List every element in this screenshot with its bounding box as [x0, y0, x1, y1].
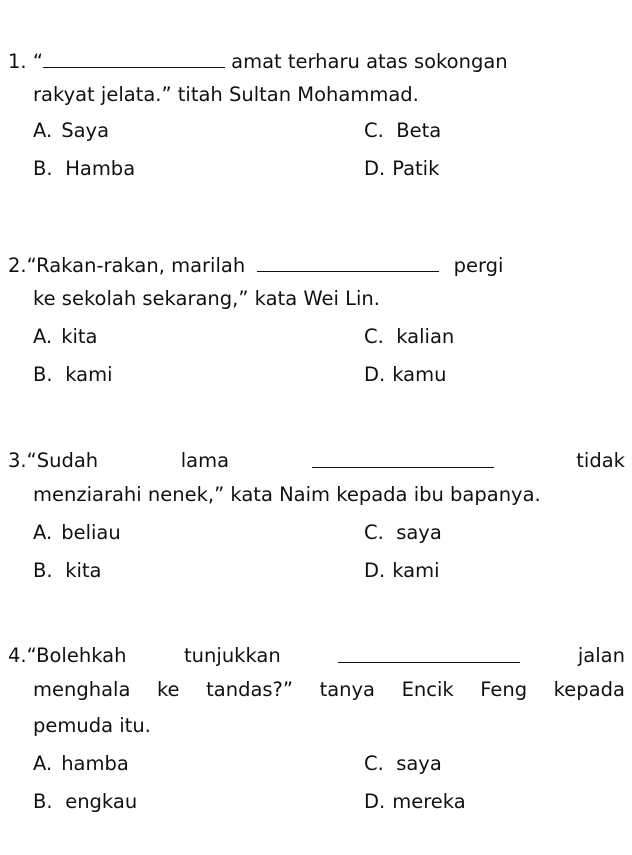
question-number: 4. — [8, 644, 27, 667]
option-letter: A. — [33, 325, 53, 348]
option-letter: C. — [364, 119, 384, 142]
option-b[interactable] — [33, 362, 113, 388]
option-a[interactable] — [33, 751, 129, 777]
option-text: Hamba — [65, 157, 136, 180]
option-letter: D. — [364, 559, 386, 582]
option-text: Saya — [61, 119, 110, 142]
stem-word: kepada — [553, 678, 625, 701]
option-letter: B. — [33, 157, 53, 180]
option-c[interactable] — [364, 324, 454, 350]
question-number: 1. — [8, 50, 27, 73]
option-b[interactable] — [33, 558, 102, 584]
option-b[interactable] — [33, 156, 135, 182]
option-text: saya — [396, 752, 442, 775]
stem-word: ke — [156, 678, 180, 701]
stem-word: Encik — [401, 678, 454, 701]
open-quote: “ — [32, 50, 43, 73]
question-3-stem-line-2: menziarahi nenek,” kata Naim kepada ibu bapanya. — [33, 483, 541, 506]
stem-word: tanya — [319, 678, 376, 701]
option-text: kita — [61, 325, 98, 348]
answer-blank[interactable] — [257, 252, 439, 272]
question-4-stem-line-2 — [33, 677, 625, 703]
option-text: kita — [65, 559, 102, 582]
stem-text: pergi — [453, 254, 504, 277]
option-a[interactable] — [33, 118, 109, 144]
option-letter: A. — [33, 119, 53, 142]
option-text: kamu — [392, 363, 447, 386]
option-d[interactable] — [364, 362, 446, 388]
option-text: mereka — [392, 790, 466, 813]
option-letter: B. — [33, 790, 53, 813]
question-4-stem-line-3: pemuda itu. — [33, 714, 151, 737]
stem-text: jalan — [577, 644, 625, 667]
stem-text: “Rakan-rakan, marilah — [26, 254, 246, 277]
option-a[interactable] — [33, 520, 121, 546]
option-text: Beta — [396, 119, 442, 142]
stem-text: tunjukkan — [184, 644, 281, 667]
stem-word: Feng — [480, 678, 528, 701]
option-letter: A. — [33, 752, 53, 775]
answer-blank[interactable] — [338, 643, 520, 663]
question-2-stem-line-2: ke sekolah sekarang,” kata Wei Lin. — [33, 287, 380, 310]
option-letter: B. — [33, 559, 53, 582]
option-letter: D. — [364, 363, 386, 386]
option-letter: C. — [364, 752, 384, 775]
option-letter: C. — [364, 521, 384, 544]
option-c[interactable] — [364, 751, 442, 777]
option-letter: D. — [364, 157, 386, 180]
option-text: kami — [392, 559, 440, 582]
stem-word: menghala — [33, 678, 131, 701]
option-d[interactable] — [364, 789, 466, 815]
option-text: hamba — [61, 752, 129, 775]
question-number: 3. — [8, 449, 27, 472]
option-text: engkau — [65, 790, 138, 813]
question-1-stem-line-2: rakyat jelata.” titah Sultan Mohammad. — [33, 83, 419, 106]
stem-text: “Sudah — [26, 449, 99, 472]
option-c[interactable] — [364, 520, 442, 546]
option-letter: A. — [33, 521, 53, 544]
stem-start — [8, 643, 126, 669]
question-3-stem-line-1 — [8, 448, 625, 474]
option-letter: C. — [364, 325, 384, 348]
option-c[interactable] — [364, 118, 441, 144]
option-text: saya — [396, 521, 442, 544]
stem-text: amat terharu atas sokongan — [231, 50, 508, 73]
option-letter: D. — [364, 790, 386, 813]
stem-text: lama — [180, 449, 230, 472]
option-text: kalian — [396, 325, 455, 348]
option-letter: B. — [33, 363, 53, 386]
question-2-stem-line-1 — [8, 252, 625, 278]
question-1-stem-line-1 — [8, 48, 625, 74]
answer-blank[interactable] — [43, 48, 225, 68]
stem-text: “Bolehkah — [26, 644, 127, 667]
option-d[interactable] — [364, 156, 439, 182]
stem-start — [8, 448, 98, 474]
stem-word: tandas?” — [206, 678, 294, 701]
option-a[interactable] — [33, 324, 98, 350]
option-b[interactable] — [33, 789, 137, 815]
option-text: kami — [65, 363, 113, 386]
option-d[interactable] — [364, 558, 440, 584]
option-text: beliau — [61, 521, 121, 544]
stem-text: tidak — [576, 449, 625, 472]
answer-blank[interactable] — [312, 448, 494, 468]
option-text: Patik — [392, 157, 440, 180]
question-4-stem-line-1 — [8, 643, 625, 669]
question-number: 2. — [8, 254, 27, 277]
